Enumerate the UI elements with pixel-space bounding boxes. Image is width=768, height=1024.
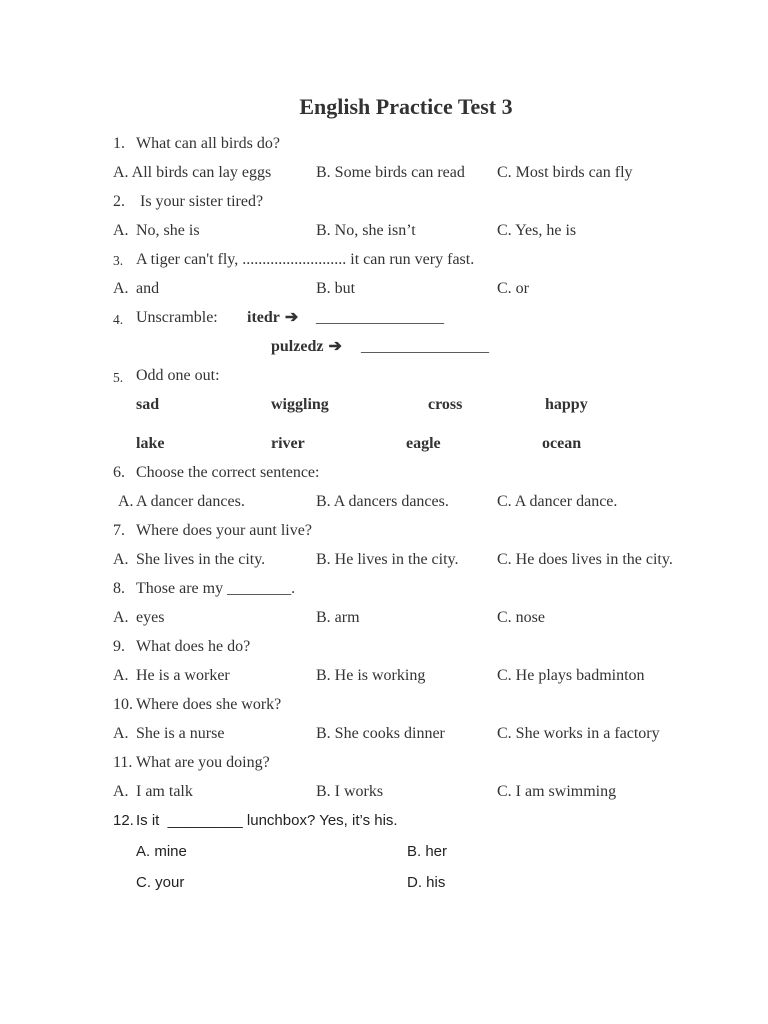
q5-word: wiggling: [271, 396, 329, 413]
q10-option-c: C. She works in a factory: [497, 725, 660, 742]
q6-question: Choose the correct sentence:: [136, 464, 320, 481]
q12-question: Is it _________ lunchbox? Yes, it’s his.: [136, 812, 398, 829]
q7-option-a: She lives in the city.: [136, 551, 266, 568]
q4-blank-2: ________________: [361, 338, 489, 355]
q4-word-2: [271, 337, 342, 357]
q10-question: Where does she work?: [136, 696, 282, 713]
q4-blank-1: ________________: [316, 309, 444, 326]
q2-option-b: B. No, she isn’t: [316, 222, 416, 239]
q7-option-c: C. He does lives in the city.: [497, 551, 673, 568]
q3-option-a-letter: A.: [113, 280, 129, 297]
q1-option-b: B. Some birds can read: [316, 164, 465, 181]
q10-option-a: She is a nurse: [136, 725, 225, 742]
q9-option-a-letter: A.: [113, 667, 129, 684]
q6-number: 6.: [113, 464, 125, 481]
q9-number: 9.: [113, 638, 125, 655]
q5-word: lake: [136, 435, 165, 452]
q5-word: sad: [136, 396, 160, 413]
q8-option-a: eyes: [136, 609, 165, 626]
q6-option-a: A dancer dances.: [136, 493, 245, 510]
q11-number: 11.: [113, 754, 133, 771]
q6-option-b: B. A dancers dances.: [316, 493, 449, 510]
q12-number: 12.: [113, 812, 134, 829]
q7-number: 7.: [113, 522, 125, 539]
arrow-right-icon: ➔: [284, 309, 299, 326]
q2-number: 2.: [113, 193, 125, 210]
q3-number: 3.: [113, 253, 124, 268]
q5-word: ocean: [542, 435, 582, 452]
q5-label: Odd one out:: [136, 367, 220, 384]
q9-option-c: C. He plays badminton: [497, 667, 645, 684]
q9-option-b: B. He is working: [316, 667, 426, 684]
q4-number: 4.: [113, 312, 124, 327]
q4-word-2-text: pulzedz: [271, 338, 324, 355]
q3-question: A tiger can't fly, .......................... it can run very fast.: [136, 251, 475, 268]
q10-option-b: B. She cooks dinner: [316, 725, 445, 742]
q3-option-b: B. but: [316, 280, 356, 297]
q8-number: 8.: [113, 580, 125, 597]
q8-option-b: B. arm: [316, 609, 360, 626]
q7-option-a-letter: A.: [113, 551, 129, 568]
q6-option-c: C. A dancer dance.: [497, 493, 618, 510]
q8-question: Those are my ________.: [136, 580, 296, 597]
q11-question: What are you doing?: [136, 754, 270, 771]
q6-option-a-letter: A.: [118, 493, 134, 510]
q4-word-1: [247, 308, 298, 328]
q10-number: 10.: [113, 696, 133, 713]
q2-option-a: No, she is: [136, 222, 200, 239]
q3-option-a: and: [136, 280, 160, 297]
q5-word: river: [271, 435, 305, 452]
q4-word-1-text: itedr: [247, 309, 280, 326]
q2-question: Is your sister tired?: [140, 193, 264, 210]
q12-option-c: C. your: [136, 874, 185, 891]
q11-option-a: I am talk: [136, 783, 193, 800]
q9-question: What does he do?: [136, 638, 251, 655]
q1-option-c: C. Most birds can fly: [497, 164, 633, 181]
q3-option-c: C. or: [497, 280, 529, 297]
q2-option-c: C. Yes, he is: [497, 222, 577, 239]
q1-number: 1.: [113, 135, 125, 152]
q8-option-a-letter: A.: [113, 609, 129, 626]
q4-label: Unscramble:: [136, 309, 218, 326]
q10-option-a-letter: A.: [113, 725, 129, 742]
q11-option-a-letter: A.: [113, 783, 129, 800]
q5-word: cross: [428, 396, 463, 413]
q8-option-c: C. nose: [497, 609, 545, 626]
q5-word: eagle: [406, 435, 441, 452]
q11-option-b: B. I works: [316, 783, 384, 800]
q12-option-b: B. her: [407, 843, 448, 860]
q1-question: What can all birds do?: [136, 135, 280, 152]
q9-option-a: He is a worker: [136, 667, 230, 684]
q7-option-b: B. He lives in the city.: [316, 551, 459, 568]
q2-option-a-letter: A.: [113, 222, 129, 239]
q1-option-a: A. All birds can lay eggs: [113, 164, 272, 181]
page-title: English Practice Test 3: [299, 94, 513, 119]
q7-question: Where does your aunt live?: [136, 522, 312, 539]
q12-option-d: D. his: [407, 874, 446, 891]
q11-option-c: C. I am swimming: [497, 783, 617, 800]
arrow-right-icon: ➔: [328, 338, 342, 355]
q12-option-a: A. mine: [136, 843, 187, 860]
q5-word: happy: [545, 396, 588, 413]
q5-number: 5.: [113, 370, 124, 385]
